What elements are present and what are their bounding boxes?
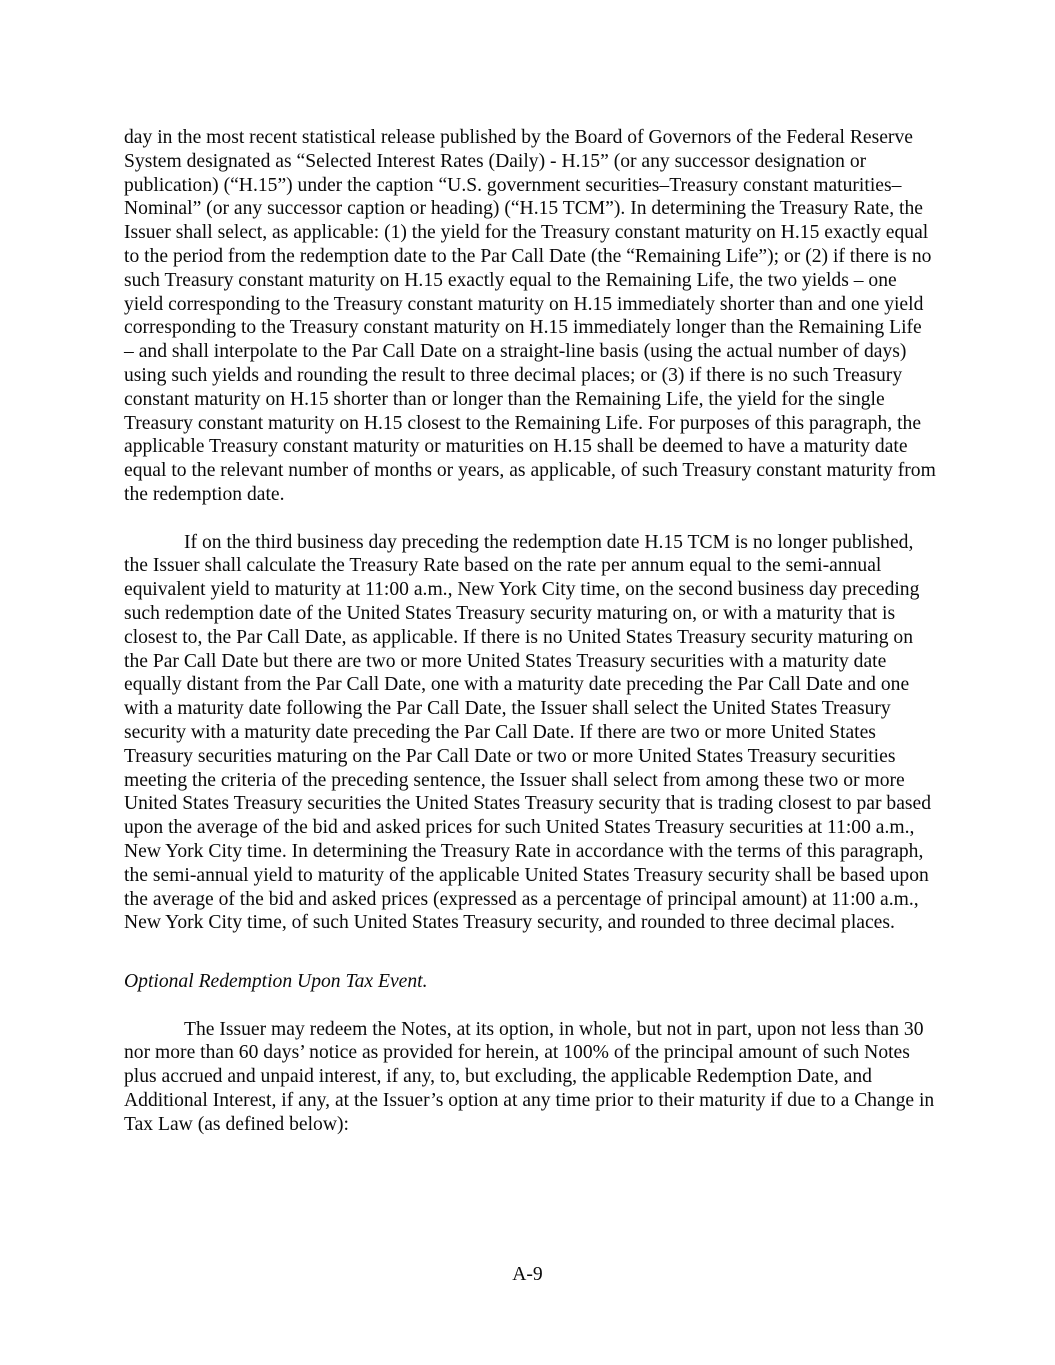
page-number: A-9 bbox=[512, 1264, 543, 1285]
paragraph-treasury-rate-h15: day in the most recent statistical release published by the Board of Governors of the Federal Reserve System designated as “Selected Interest Rates (Daily) - H.15” (or any successor designation or publication) (“H.15”) under the caption “U.S. government securities–Treasury constant maturities–Nominal” (or any successor caption or heading) (“H.15 TCM”). In determining the Treasury Rate, the Issuer shall select, as applicable: (1) the yield for the Treasury constant maturity on H.15 exactly equal to the period from the redemption date to the Par Call Date (the “Remaining Life”); or (2) if there is no such Treasury constant maturity on H.15 exactly equal to the Remaining Life, the two yields – one yield corresponding to the Treasury constant maturity on H.15 immediately shorter than and one yield corresponding to the Treasury constant maturity on H.15 immediately longer than the Remaining Life – and shall interpolate to the Par Call Date on a straight-line basis (using the actual number of days) using such yields and rounding the result to three decimal places; or (3) if there is no such Treasury constant maturity on H.15 shorter than or longer than the Remaining Life, the yield for the single Treasury constant maturity on H.15 closest to the Remaining Life. For purposes of this paragraph, the applicable Treasury constant maturity or maturities on H.15 shall be deemed to have a maturity date equal to the relevant number of months or years, as applicable, of such Treasury constant maturity from the redemption date. bbox=[124, 127, 936, 505]
document-body bbox=[124, 126, 936, 1160]
section-heading-optional-redemption-tax-event: Optional Redemption Upon Tax Event. bbox=[124, 971, 428, 993]
paragraph-h15-tcm-fallback: If on the third business day preceding the redemption date H.15 TCM is no longer published, the Issuer shall calculate the Treasury Rate based on the rate per annum equal to the semi-annual equivalent yield to maturity at 11:00 a.m., New York City time, on the second business day preceding such redemption date of the United States Treasury security maturing on, or with a maturity that is closest to, the Par Call Date, as applicable. If there is no United States Treasury security maturing on the Par Call Date but there are two or more United States Treasury securities with a maturity date equally distant from the Par Call Date, one with a maturity date preceding the Par Call Date and one with a maturity date following the Par Call Date, the Issuer shall select the United States Treasury security with a maturity date preceding the Par Call Date. If there are two or more United States Treasury securities maturing on the Par Call Date or two or more United States Treasury securities meeting the criteria of the preceding sentence, the Issuer shall select from among these two or more United States Treasury securities the United States Treasury security that is trading closest to par based upon the average of the bid and asked prices for such United States Treasury securities at 11:00 a.m., New York City time. In determining the Treasury Rate in accordance with the terms of this paragraph, the semi-annual yield to maturity of the applicable United States Treasury security shall be based upon the average of the bid and asked prices (expressed as a percentage of principal amount) at 11:00 a.m., New York City time, of such United States Treasury security, and rounded to three decimal places. bbox=[124, 531, 932, 934]
paragraph-tax-event-redemption: The Issuer may redeem the Notes, at its option, in whole, but not in part, upon not less than 30 nor more than 60 days’ notice as provided for herein, at 100% of the principal amount of such Notes plus accrued and unpaid interest, if any, to, but excluding, the applicable Redemption Date, and Additional Interest, if any, at the Issuer’s option at any time prior to their maturity if due to a Change in Tax Law (as defined below): bbox=[124, 1018, 935, 1135]
